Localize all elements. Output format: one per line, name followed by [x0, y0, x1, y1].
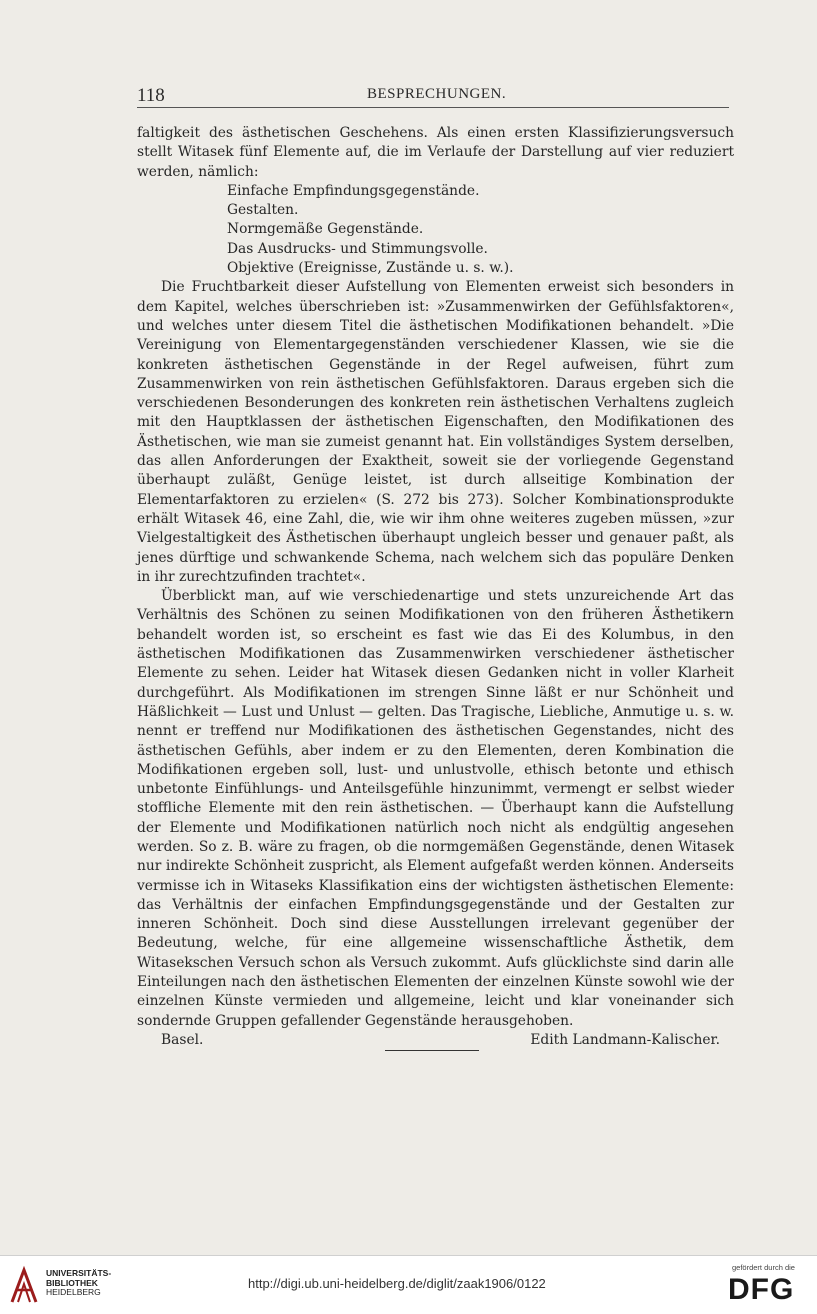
- article-body: [137, 124, 734, 1050]
- author-name: Edith Landmann-Kalischer.: [530, 1031, 720, 1048]
- paragraph-ueberblickt: Überblickt man, auf wie verschiedenartige und stets unzureichende Art das Verhältnis des Schönen zu seinen Modifikationen von den früheren Ästhetikern behandelt worden ist, so erscheint es fast wie das Ei des Kolumbus, in den ästhetischen Modifikationen das Zusammenwirken verschiedener ästhetischer Elemente zu sehen. Leider hat Witasek diesen Gedanken nicht in voller Klarheit durchgeführt. Als Modifikationen im strengen Sinne läßt er nur Schönheit und Häßlichkeit — Lust und Unlust — gelten. Das Tragische, Liebliche, Anmutige u. s. w. nennt er treffend nur Modifikationen des ästhetischen Gegenstandes, nicht des ästhetischen Gefühls, aber indem er zu den Elementen, deren Kombination die Modifikationen ergeben soll, lust- und unlustvolle, ethisch betonte und ethisch unbetonte Einfühlungs- und Anteilsgefühle hinzunimmt, vermengt er selbst wieder stoffliche Elemente mit den rein ästhetischen. — Überhaupt kann die Aufstellung der Elemente und Modifikationen natürlich noch nicht als endgültig angesehen werden. So z. B. wäre zu fragen, ob die normgemäßen Gegenstände, denen Witasek nur indirekte Schönheit zuspricht, als Element aufgefaßt werden können. Anderseits vermisse ich in Witaseks Klassifikation eins der wichtigsten ästhetischen Elemente: das Verhältnis der einfachen Empfindungsgegenstände und der Gestalten zur inneren Schönheit. Doch sind diese Ausstellungen irrelevant gegenüber der Bedeutung, welche, für eine allgemeine wissenschaftliche Ästhetik, dem Witasekschen Versuch schon als Versuch zukommt. Aufs glücklichste sind darin alle Einteilungen nach den ästhetischen Elementen der einzelnen Künste sowohl wie der einzelnen Künste vermieden und allgemeine, leicht und klar voneinander sich sondernde Gruppen gefallender Gegenstände herausgehoben.: [137, 588, 734, 1029]
- permalink[interactable]: http://digi.ub.uni-heidelberg.de/diglit/zaak1906/0122: [248, 1276, 546, 1291]
- dfg-logo: DFG: [728, 1273, 795, 1306]
- funding-note: gefördert durch die: [732, 1263, 795, 1272]
- place: Basel.: [161, 1031, 204, 1048]
- paragraph-fruchtbarkeit: Die Fruchtbarkeit dieser Aufstellung von Elementen erweist sich besonders in dem Kapitel, welches überschrieben ist: »Zusammenwirken der Gefühlsfaktoren«, und welches unter diesem Titel die ästhetischen Modifikationen behandelt. »Die Vereinigung von Elementargegenständen verschiedener Klassen, wie sie die konkreten ästhetischen Gegenstände in der Regel aufweisen, führt zum Zusammenwirken von rein ästhetischen Gefühlsfaktoren. Daraus ergeben sich die verschiedenen Besonderungen des konkreten rein ästhetischen Verhaltens zugleich mit den Hauptklassen der ästhetischen Eigenschaften, den Modifikationen des Ästhetischen, wie man sie zumeist genannt hat. Ein vollständiges System derselben, das allen Anforderungen der Exaktheit, soweit sie der vorliegende Gegenstand überhaupt zuläßt, Genüge leistet, ist durch allseitige Kombination der Elementarfaktoren zu erzielen« (S. 272 bis 273). Solcher Kombinationsprodukte erhält Witasek 46, eine Zahl, die, wie wir ihm ohne weiteres zugeben müssen, »zur Vielgestaltigkeit des Ästhetischen überhaupt ungleich besser und genauer paßt, als jenes dürftige und schwankende Schema, nach welchem sich das populäre Denken in ihr zurechtzufinden trachtet«.: [137, 279, 734, 585]
- page-header: [137, 85, 729, 108]
- list-item: Das Ausdrucks- und Stimmungsvolle.: [227, 240, 488, 257]
- list-item: Einfache Empfindungsgegenstände.: [227, 182, 480, 199]
- list-item: Normgemäße Gegenstände.: [227, 221, 424, 238]
- running-head: BESPRECHUNGEN.: [367, 86, 507, 102]
- library-logo-icon: [8, 1264, 40, 1306]
- signature-line: [137, 1031, 734, 1050]
- viewer-footer: [0, 1255, 817, 1314]
- list-item: Gestalten.: [227, 202, 299, 219]
- page-number: 118: [137, 85, 165, 106]
- closing-rule: [385, 1050, 479, 1051]
- library-name: UNIVERSITÄTS- BIBLIOTHEK HEIDELBERG: [46, 1268, 112, 1297]
- list-item: Objektive (Ereignisse, Zustände u. s. w.).: [227, 260, 514, 277]
- element-list: [227, 182, 734, 278]
- intro-paragraph: faltigkeit des ästhetischen Geschehens. Als einen ersten Klassifizierungsversuch stellt Witasek fünf Elemente auf, die im Verlaufe der Darstellung auf vier reduziert werden, nämlich:: [137, 125, 734, 180]
